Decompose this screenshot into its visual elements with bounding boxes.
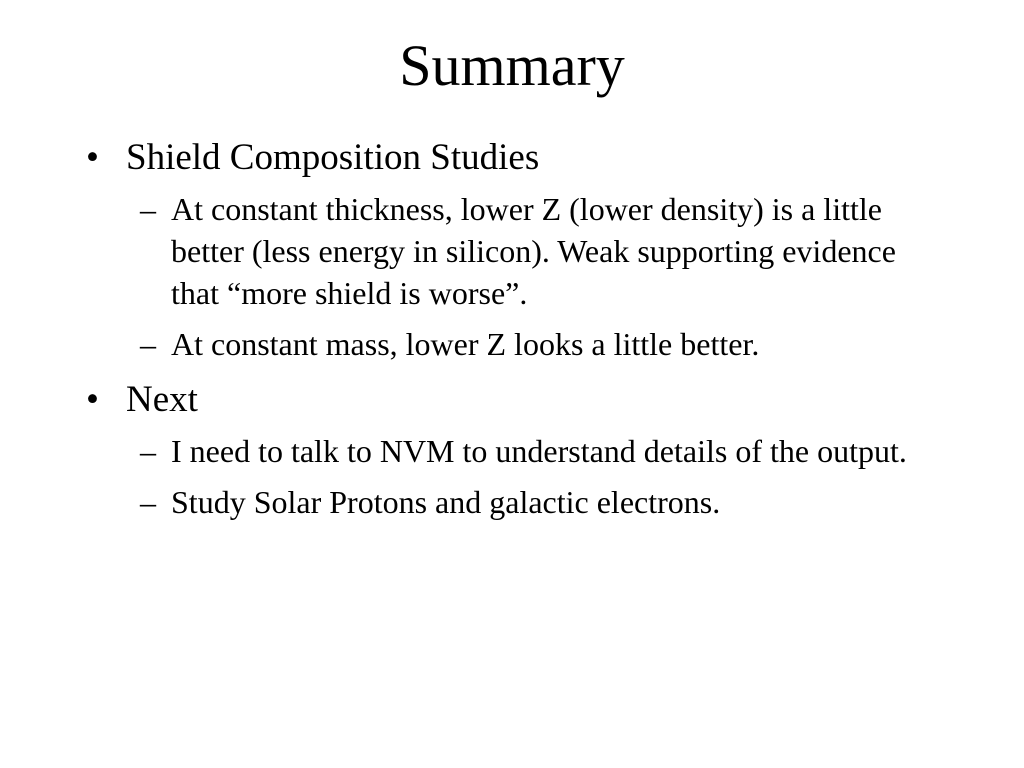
bullet-icon: • xyxy=(86,379,99,420)
bullet-text: Next xyxy=(126,379,198,420)
sub-item-talk-to-nvm xyxy=(0,430,916,472)
sub-item-constant-thickness xyxy=(0,188,916,314)
sub-item-text: I need to talk to NVM to understand details of the output. xyxy=(171,433,907,469)
bullet-text: Shield Composition Studies xyxy=(126,137,540,178)
sub-item-text: At constant mass, lower Z looks a little better. xyxy=(171,326,760,362)
sub-item-text: At constant thickness, lower Z (lower density) is a little better (less energy in silicon). Weak supporting evidence that “more shield is worse”. xyxy=(171,191,896,311)
dash-icon: – xyxy=(140,433,156,469)
bullet-icon: • xyxy=(86,137,99,178)
dash-icon: – xyxy=(140,484,156,520)
slide-title: Summary xyxy=(399,33,625,98)
slide-content xyxy=(0,135,1024,523)
sub-item-text: Study Solar Protons and galactic electrons. xyxy=(171,484,721,520)
dash-icon: – xyxy=(140,191,156,227)
dash-icon: – xyxy=(140,326,156,362)
bullet-item-shield-composition xyxy=(0,135,916,181)
sub-item-constant-mass xyxy=(0,323,916,365)
bullet-item-next xyxy=(0,377,916,423)
sub-item-study-solar-protons xyxy=(0,481,916,523)
